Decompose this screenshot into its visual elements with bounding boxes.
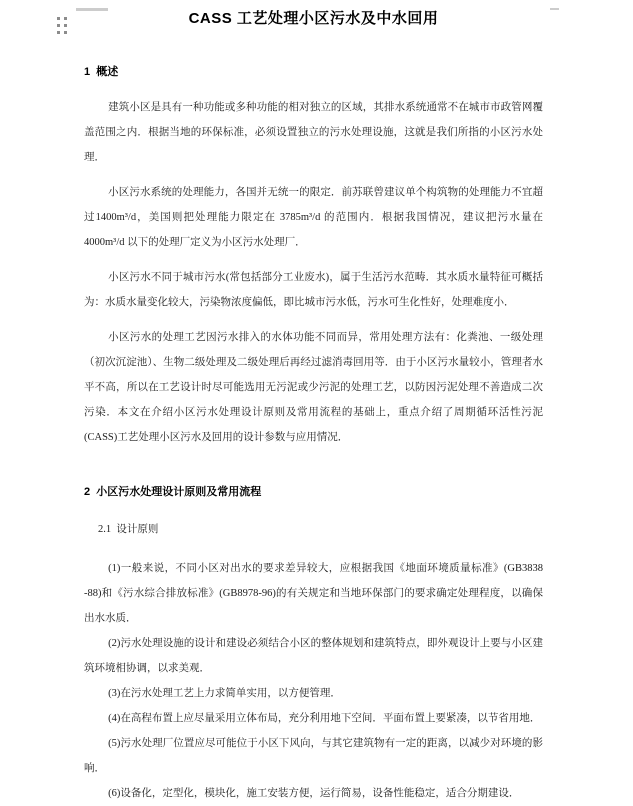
list-item-2: (2)污水处理设施的设计和建设必须结合小区的整体规划和建筑特点，即外观设计上要与小区建筑环境相协调，以求美观．	[84, 638, 543, 674]
section-heading-1-overview: 1 概述	[84, 66, 119, 78]
document-title: CASS 工艺处理小区污水及中水回用	[188, 10, 439, 27]
list-item-6: (6)设备化，定型化，模块化，施工安装方便，运行简易，设备性能稳定，适合分期建设．	[108, 788, 520, 799]
document-page	[0, 8, 633, 799]
document-content	[0, 8, 633, 806]
list-item-1: (1)一般来说，不同小区对出水的要求差异较大，应根据我国《地面环境质量标准》(GB3838 -88)和《污水综合排放标准》(GB8978-96)的有关规定和当地环保部门的要求确定处理程度，以确保出水水质．	[84, 563, 543, 624]
paragraph-overview-2: 小区污水系统的处理能力，各国并无统一的限定．前苏联曾建议单个构筑物的处理能力不宜超过1400m³/d，美国则把处理能力限定在 3785m³/d 的范围内．根据我国情况，建议把污水量在 4000m³/d 以下的处理厂定义为小区污水处理厂．	[84, 187, 543, 248]
paragraph-overview-1: 建筑小区是具有一种功能或多种功能的相对独立的区域，其排水系统通常不在城市市政管网覆盖范围之内．根据当地的环保标准，必须设置独立的污水处理设施，这就是我们所指的小区污水处理．	[84, 102, 543, 163]
design-principle-list	[84, 556, 543, 806]
list-item-5: (5)污水处理厂位置应尽可能位于小区下风向，与其它建筑物有一定的距离，以减少对环境的影响．	[84, 738, 543, 774]
list-item-3: (3)在污水处理工艺上力求简单实用，以方便管理．	[108, 688, 341, 699]
list-item-4: (4)在高程布置上应尽量采用立体布局，充分利用地下空间．平面布置上要紧凑，以节省用地．	[108, 713, 541, 724]
subsection-heading-2-1: 2.1 设计原则	[98, 524, 159, 535]
section-heading-2-design-principles: 2 小区污水处理设计原则及常用流程	[84, 486, 262, 498]
paragraph-overview-4: 小区污水的处理工艺因污水排入的水体功能不同而异，常用处理方法有：化粪池、一级处理（初次沉淀池）、生物二级处理及二级处理后再经过滤消毒回用等．由于小区污水量较小，管理者水平不高，所以在工艺设计时尽可能选用无污泥或少污泥的处理工艺，以防因污泥处理不善造成二次污染．本文在介绍小区污水处理设计原则及常用流程的基础上，重点介绍了周期循环活性污泥(CASS)工艺处理小区污水及回用的设计参数与应用情况．	[84, 332, 543, 443]
paragraph-overview-3: 小区污水不同于城市污水(常包括部分工业废水)，属于生活污水范畴．其水质水量特征可概括为：水质水量变化较大，污染物浓度偏低，即比城市污水低，污水可生化性好，处理难度小．	[84, 272, 543, 308]
